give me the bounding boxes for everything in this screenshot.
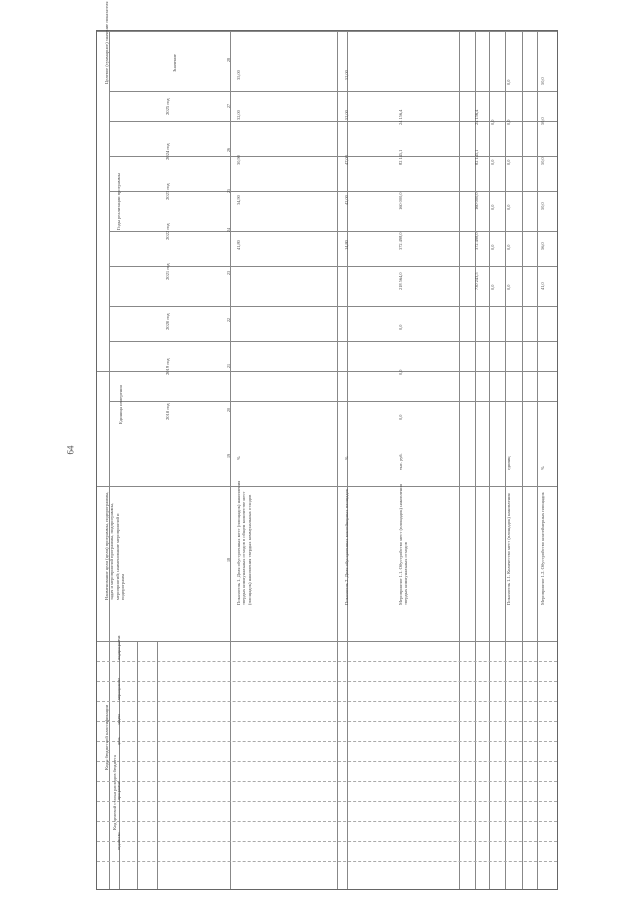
row-value: 41,80: [236, 240, 241, 250]
row-value: 52,00: [344, 110, 349, 120]
indicator-label: Значение: [172, 54, 177, 72]
row-value: 42,00: [344, 195, 349, 205]
row-value: 0,0: [398, 324, 403, 330]
row-value: 160 000,0: [398, 192, 403, 210]
row-unit: %: [236, 456, 241, 460]
base-year-label: 2018 год: [165, 403, 170, 420]
row-value: 160 000,0: [474, 192, 479, 210]
header-target: Целевое (суммарное) значение показателя: [104, 1, 109, 84]
col-number: 21: [226, 364, 231, 368]
row-value: 32,00: [236, 110, 241, 120]
col-number: 26: [226, 148, 231, 152]
year-label: 2024 год: [165, 143, 170, 160]
row-value: 0,0: [506, 284, 511, 290]
header-name: Наименование цели (цели) программы, подпрограммы, задач и мероприятий программы, подпрограммы, мероприятий; наименование мероприятий и подпрограмм: [104, 491, 126, 600]
row-value: 82 145,1: [398, 149, 403, 165]
row-value: 0,0: [490, 159, 495, 165]
row-value: 0,0: [490, 284, 495, 290]
row-value: 218 564,0: [398, 272, 403, 290]
year-label: 2021 год: [165, 263, 170, 280]
col-number: 18: [226, 558, 231, 562]
row-value: 50,0: [540, 157, 545, 165]
row-value: 0,0: [490, 244, 495, 250]
code-header: программа: [116, 781, 121, 800]
page-number: 64: [65, 445, 76, 455]
row-value: 50,0: [540, 117, 545, 125]
code-header: цель: [116, 737, 121, 745]
row-unit: %: [344, 456, 349, 460]
code-header: ведомство: [116, 832, 121, 850]
row-name: Показатель 2. Доля обустроенных контейнерных площадок: [344, 488, 349, 605]
row-value: 24 156,4: [398, 109, 403, 125]
row-value: 82 145,1: [474, 149, 479, 165]
col-number: 28: [226, 58, 231, 62]
col-number: 24: [226, 228, 231, 232]
row-name: Показатель 1. Доля обустроенных мест (площадок) накопления твердых коммунальных отходов в общем количестве мест (площадок) накопления твердых коммунальных отходов: [236, 480, 252, 605]
year-label: 2022 год: [165, 223, 170, 240]
header-unit: Единица измерения: [118, 385, 123, 424]
row-value: 34,90: [236, 195, 241, 205]
year-label: 2020 год: [165, 313, 170, 330]
col-number: 27: [226, 104, 231, 108]
year-label: 2025 год: [165, 98, 170, 115]
row-value: 56,0: [540, 242, 545, 250]
header-classifier-sub: Код целевой статьи расходов бюджета: [112, 755, 117, 830]
header-classifier: Коды бюджетной классификации: [104, 704, 109, 770]
row-target: 35,00: [236, 70, 241, 80]
row-value: 0,0: [506, 244, 511, 250]
col-number: 23: [226, 271, 231, 275]
col-number: 19: [226, 454, 231, 458]
row-value: 0,0: [506, 204, 511, 210]
row-unit: единиц: [506, 456, 511, 470]
row-value: 14,80: [344, 240, 349, 250]
row-name: Мероприятие 1.1. Обустройство мест (площадок) накопления твердых коммунальных отходов: [398, 484, 409, 605]
row-target: 50,0: [540, 77, 545, 85]
row-value: 24 156,4: [474, 109, 479, 125]
row-base: 0,0: [398, 414, 403, 420]
header-period: Годы реализации программы: [116, 173, 121, 230]
col-number: 20: [226, 408, 231, 412]
col-number: 22: [226, 318, 231, 322]
code-header: подпрограмма: [116, 635, 121, 660]
year-label: 2019 год: [165, 358, 170, 375]
row-value: 0,0: [490, 204, 495, 210]
row-value: 30,90: [236, 155, 241, 165]
row-value: 0,0: [490, 119, 495, 125]
row-value: 0,0: [506, 119, 511, 125]
row-value: 0,0: [398, 369, 403, 375]
code-header: мероприятие: [116, 677, 121, 700]
row-value: 372 498,0: [474, 232, 479, 250]
row-value: 47,00: [344, 155, 349, 165]
row-value: 50,0: [540, 202, 545, 210]
row-name: Мероприятие 1.2. Обустройство контейнерных площадок: [540, 492, 545, 605]
col-number: 25: [226, 189, 231, 193]
row-value: 41,0: [540, 282, 545, 290]
row-unit: %: [540, 466, 545, 470]
row-unit: тыс. руб.: [398, 453, 403, 470]
row-target: 0,0: [506, 79, 511, 85]
row-value: 0,0: [506, 159, 511, 165]
year-label: 2023 год: [165, 183, 170, 200]
row-name: Показатель 1.1. Количество мест (площадок) накопления: [506, 493, 511, 605]
row-target: 52,00: [344, 70, 349, 80]
row-value: 730 243,5: [474, 272, 479, 290]
row-value: 372 498,0: [398, 232, 403, 250]
code-header: задача: [116, 714, 121, 725]
